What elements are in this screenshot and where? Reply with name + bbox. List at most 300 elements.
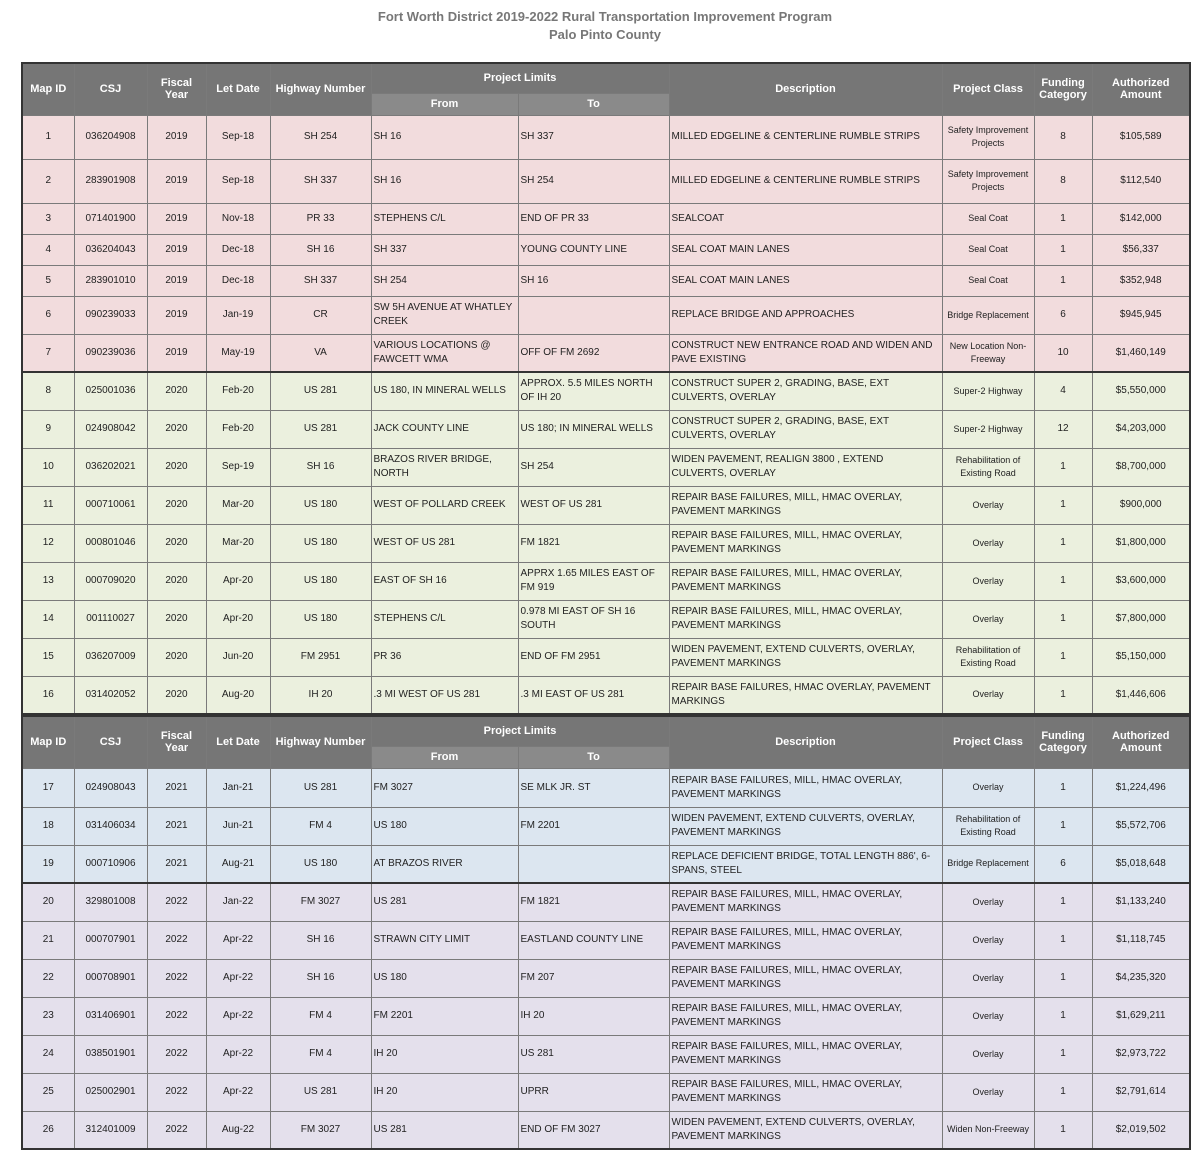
cell-fiscal-year: 2019 bbox=[147, 265, 206, 296]
cell-to: SH 254 bbox=[518, 448, 669, 486]
cell-highway-number: US 180 bbox=[270, 600, 371, 638]
cell-authorized-amount: $2,791,614 bbox=[1092, 1073, 1190, 1111]
cell-csj: 036202021 bbox=[74, 448, 147, 486]
cell-highway-number: US 180 bbox=[270, 845, 371, 883]
cell-highway-number: FM 2951 bbox=[270, 638, 371, 676]
cell-csj: 000708901 bbox=[74, 959, 147, 997]
cell-description: WIDEN PAVEMENT, EXTEND CULVERTS, OVERLAY, PAVEMENT MARKINGS bbox=[669, 638, 942, 676]
cell-from: US 281 bbox=[371, 883, 518, 921]
cell-fiscal-year: 2021 bbox=[147, 807, 206, 845]
cell-highway-number: SH 16 bbox=[270, 959, 371, 997]
cell-fiscal-year: 2022 bbox=[147, 1073, 206, 1111]
cell-funding-category: 1 bbox=[1034, 486, 1092, 524]
cell-highway-number: PR 33 bbox=[270, 203, 371, 234]
table-row bbox=[22, 845, 1190, 883]
cell-highway-number: US 180 bbox=[270, 486, 371, 524]
cell-funding-category: 6 bbox=[1034, 296, 1092, 334]
cell-fiscal-year: 2021 bbox=[147, 845, 206, 883]
cell-to: IH 20 bbox=[518, 997, 669, 1035]
cell-map-id: 10 bbox=[22, 448, 74, 486]
cell-highway-number: SH 337 bbox=[270, 159, 371, 203]
header-to: To bbox=[518, 746, 669, 768]
cell-let-date: Aug-22 bbox=[206, 1111, 270, 1149]
cell-let-date: Dec-18 bbox=[206, 265, 270, 296]
cell-csj: 036204043 bbox=[74, 234, 147, 265]
cell-project-class: Rehabilitation of Existing Road bbox=[942, 448, 1034, 486]
cell-from: .3 MI WEST OF US 281 bbox=[371, 676, 518, 714]
cell-csj: 090239033 bbox=[74, 296, 147, 334]
table-row bbox=[22, 959, 1190, 997]
cell-funding-category: 1 bbox=[1034, 768, 1092, 807]
cell-project-class: Overlay bbox=[942, 486, 1034, 524]
cell-funding-category: 1 bbox=[1034, 676, 1092, 714]
cell-authorized-amount: $5,550,000 bbox=[1092, 372, 1190, 410]
header-let-date: Let Date bbox=[206, 63, 270, 115]
table-row bbox=[22, 159, 1190, 203]
cell-project-class: Rehabilitation of Existing Road bbox=[942, 638, 1034, 676]
table-row bbox=[22, 115, 1190, 159]
header-highway-number: Highway Number bbox=[270, 716, 371, 768]
cell-map-id: 21 bbox=[22, 921, 74, 959]
header-let-date: Let Date bbox=[206, 716, 270, 768]
cell-fiscal-year: 2020 bbox=[147, 676, 206, 714]
cell-to: 0.978 MI EAST OF SH 16 SOUTH bbox=[518, 600, 669, 638]
cell-description: REPAIR BASE FAILURES, MILL, HMAC OVERLAY, PAVEMENT MARKINGS bbox=[669, 883, 942, 921]
cell-from: US 281 bbox=[371, 1111, 518, 1149]
cell-authorized-amount: $56,337 bbox=[1092, 234, 1190, 265]
cell-description: REPAIR BASE FAILURES, MILL, HMAC OVERLAY, PAVEMENT MARKINGS bbox=[669, 486, 942, 524]
cell-description: REPAIR BASE FAILURES, MILL, HMAC OVERLAY, PAVEMENT MARKINGS bbox=[669, 959, 942, 997]
cell-project-class: Safety Improvement Projects bbox=[942, 115, 1034, 159]
cell-fiscal-year: 2021 bbox=[147, 768, 206, 807]
cell-fiscal-year: 2022 bbox=[147, 997, 206, 1035]
cell-description: CONSTRUCT SUPER 2, GRADING, BASE, EXT CULVERTS, OVERLAY bbox=[669, 410, 942, 448]
cell-authorized-amount: $1,446,606 bbox=[1092, 676, 1190, 714]
cell-funding-category: 1 bbox=[1034, 203, 1092, 234]
cell-authorized-amount: $7,800,000 bbox=[1092, 600, 1190, 638]
cell-funding-category: 1 bbox=[1034, 600, 1092, 638]
header-authorized-amount: Authorized Amount bbox=[1092, 716, 1190, 768]
cell-from: US 180, IN MINERAL WELLS bbox=[371, 372, 518, 410]
cell-to: APPROX. 5.5 MILES NORTH OF IH 20 bbox=[518, 372, 669, 410]
cell-let-date: Aug-21 bbox=[206, 845, 270, 883]
cell-highway-number: US 180 bbox=[270, 524, 371, 562]
header-project-class: Project Class bbox=[942, 716, 1034, 768]
cell-from: SW 5H AVENUE AT WHATLEY CREEK bbox=[371, 296, 518, 334]
cell-highway-number: FM 4 bbox=[270, 1035, 371, 1073]
cell-funding-category: 1 bbox=[1034, 997, 1092, 1035]
cell-highway-number: FM 3027 bbox=[270, 883, 371, 921]
cell-let-date: Apr-22 bbox=[206, 959, 270, 997]
cell-authorized-amount: $2,973,722 bbox=[1092, 1035, 1190, 1073]
cell-from: FM 3027 bbox=[371, 768, 518, 807]
cell-description: REPAIR BASE FAILURES, MILL, HMAC OVERLAY, PAVEMENT MARKINGS bbox=[669, 768, 942, 807]
cell-project-class: Overlay bbox=[942, 1073, 1034, 1111]
cell-funding-category: 12 bbox=[1034, 410, 1092, 448]
cell-let-date: Jun-21 bbox=[206, 807, 270, 845]
cell-highway-number: FM 3027 bbox=[270, 1111, 371, 1149]
cell-csj: 283901908 bbox=[74, 159, 147, 203]
table-row bbox=[22, 372, 1190, 410]
table-row bbox=[22, 486, 1190, 524]
cell-highway-number: SH 16 bbox=[270, 234, 371, 265]
cell-description: REPAIR BASE FAILURES, MILL, HMAC OVERLAY, PAVEMENT MARKINGS bbox=[669, 997, 942, 1035]
cell-let-date: Apr-22 bbox=[206, 1035, 270, 1073]
cell-description: REPAIR BASE FAILURES, MILL, HMAC OVERLAY, PAVEMENT MARKINGS bbox=[669, 524, 942, 562]
cell-map-id: 25 bbox=[22, 1073, 74, 1111]
cell-authorized-amount: $5,572,706 bbox=[1092, 807, 1190, 845]
cell-from: STRAWN CITY LIMIT bbox=[371, 921, 518, 959]
cell-from: WEST OF POLLARD CREEK bbox=[371, 486, 518, 524]
cell-to: END OF PR 33 bbox=[518, 203, 669, 234]
cell-funding-category: 1 bbox=[1034, 883, 1092, 921]
cell-to: SH 16 bbox=[518, 265, 669, 296]
cell-map-id: 3 bbox=[22, 203, 74, 234]
cell-map-id: 5 bbox=[22, 265, 74, 296]
cell-let-date: Sep-18 bbox=[206, 115, 270, 159]
cell-from: SH 16 bbox=[371, 115, 518, 159]
table-row bbox=[22, 883, 1190, 921]
cell-from: VARIOUS LOCATIONS @ FAWCETT WMA bbox=[371, 334, 518, 372]
cell-let-date: Sep-19 bbox=[206, 448, 270, 486]
table-row bbox=[22, 265, 1190, 296]
cell-project-class: Overlay bbox=[942, 562, 1034, 600]
cell-let-date: Apr-22 bbox=[206, 997, 270, 1035]
cell-funding-category: 8 bbox=[1034, 159, 1092, 203]
cell-csj: 071401900 bbox=[74, 203, 147, 234]
table-row bbox=[22, 997, 1190, 1035]
cell-highway-number: US 180 bbox=[270, 562, 371, 600]
cell-fiscal-year: 2019 bbox=[147, 159, 206, 203]
cell-description: REPAIR BASE FAILURES, MILL, HMAC OVERLAY, PAVEMENT MARKINGS bbox=[669, 1073, 942, 1111]
header-description: Description bbox=[669, 716, 942, 768]
table-row bbox=[22, 1111, 1190, 1149]
cell-csj: 031402052 bbox=[74, 676, 147, 714]
cell-from: PR 36 bbox=[371, 638, 518, 676]
cell-map-id: 9 bbox=[22, 410, 74, 448]
cell-to: OFF OF FM 2692 bbox=[518, 334, 669, 372]
cell-project-class: Bridge Replacement bbox=[942, 296, 1034, 334]
cell-from: WEST OF US 281 bbox=[371, 524, 518, 562]
cell-from: SH 254 bbox=[371, 265, 518, 296]
cell-description: MILLED EDGELINE & CENTERLINE RUMBLE STRIPS bbox=[669, 159, 942, 203]
cell-funding-category: 1 bbox=[1034, 807, 1092, 845]
cell-let-date: Feb-20 bbox=[206, 410, 270, 448]
cell-map-id: 11 bbox=[22, 486, 74, 524]
cell-map-id: 19 bbox=[22, 845, 74, 883]
cell-highway-number: SH 16 bbox=[270, 921, 371, 959]
cell-let-date: Apr-22 bbox=[206, 921, 270, 959]
page-title: Fort Worth District 2019-2022 Rural Transportation Improvement Program bbox=[377, 9, 833, 24]
cell-authorized-amount: $352,948 bbox=[1092, 265, 1190, 296]
cell-from: STEPHENS C/L bbox=[371, 600, 518, 638]
cell-csj: 036207009 bbox=[74, 638, 147, 676]
cell-map-id: 6 bbox=[22, 296, 74, 334]
cell-highway-number: US 281 bbox=[270, 1073, 371, 1111]
cell-authorized-amount: $105,589 bbox=[1092, 115, 1190, 159]
cell-map-id: 13 bbox=[22, 562, 74, 600]
cell-highway-number: FM 4 bbox=[270, 997, 371, 1035]
cell-project-class: Overlay bbox=[942, 600, 1034, 638]
cell-from: US 180 bbox=[371, 807, 518, 845]
cell-authorized-amount: $4,235,320 bbox=[1092, 959, 1190, 997]
cell-map-id: 2 bbox=[22, 159, 74, 203]
cell-funding-category: 1 bbox=[1034, 1073, 1092, 1111]
cell-description: CONSTRUCT NEW ENTRANCE ROAD AND WIDEN AND PAVE EXISTING bbox=[669, 334, 942, 372]
cell-project-class: Overlay bbox=[942, 524, 1034, 562]
cell-csj: 025002901 bbox=[74, 1073, 147, 1111]
cell-let-date: Apr-20 bbox=[206, 600, 270, 638]
cell-to: US 180; IN MINERAL WELLS bbox=[518, 410, 669, 448]
cell-fiscal-year: 2019 bbox=[147, 115, 206, 159]
header-funding-category: Funding Category bbox=[1034, 716, 1092, 768]
cell-map-id: 8 bbox=[22, 372, 74, 410]
cell-csj: 025001036 bbox=[74, 372, 147, 410]
cell-let-date: Jan-19 bbox=[206, 296, 270, 334]
table-row bbox=[22, 921, 1190, 959]
cell-highway-number: SH 16 bbox=[270, 448, 371, 486]
cell-let-date: Mar-20 bbox=[206, 524, 270, 562]
table-body-1 bbox=[22, 115, 1190, 714]
cell-csj: 000709020 bbox=[74, 562, 147, 600]
cell-csj: 031406034 bbox=[74, 807, 147, 845]
cell-description: WIDEN PAVEMENT, EXTEND CULVERTS, OVERLAY, PAVEMENT MARKINGS bbox=[669, 807, 942, 845]
cell-fiscal-year: 2020 bbox=[147, 524, 206, 562]
cell-fiscal-year: 2020 bbox=[147, 562, 206, 600]
header-authorized-amount: Authorized Amount bbox=[1092, 63, 1190, 115]
cell-description: REPAIR BASE FAILURES, MILL, HMAC OVERLAY, PAVEMENT MARKINGS bbox=[669, 921, 942, 959]
header-csj: CSJ bbox=[74, 716, 147, 768]
cell-to: WEST OF US 281 bbox=[518, 486, 669, 524]
cell-to: FM 1821 bbox=[518, 883, 669, 921]
table-row bbox=[22, 638, 1190, 676]
table-row bbox=[22, 1073, 1190, 1111]
cell-description: REPAIR BASE FAILURES, HMAC OVERLAY, PAVEMENT MARKINGS bbox=[669, 676, 942, 714]
cell-csj: 000801046 bbox=[74, 524, 147, 562]
cell-highway-number: CR bbox=[270, 296, 371, 334]
cell-project-class: Overlay bbox=[942, 768, 1034, 807]
cell-to: END OF FM 3027 bbox=[518, 1111, 669, 1149]
cell-authorized-amount: $1,800,000 bbox=[1092, 524, 1190, 562]
cell-funding-category: 10 bbox=[1034, 334, 1092, 372]
cell-map-id: 20 bbox=[22, 883, 74, 921]
cell-to: FM 2201 bbox=[518, 807, 669, 845]
header-highway-number: Highway Number bbox=[270, 63, 371, 115]
cell-to: .3 MI EAST OF US 281 bbox=[518, 676, 669, 714]
cell-to: APPRX 1.65 MILES EAST OF FM 919 bbox=[518, 562, 669, 600]
cell-csj: 000710061 bbox=[74, 486, 147, 524]
cell-fiscal-year: 2020 bbox=[147, 448, 206, 486]
table-row bbox=[22, 600, 1190, 638]
cell-map-id: 7 bbox=[22, 334, 74, 372]
cell-to bbox=[518, 845, 669, 883]
cell-fiscal-year: 2020 bbox=[147, 486, 206, 524]
cell-authorized-amount: $1,118,745 bbox=[1092, 921, 1190, 959]
cell-csj: 000707901 bbox=[74, 921, 147, 959]
cell-map-id: 22 bbox=[22, 959, 74, 997]
cell-project-class: Bridge Replacement bbox=[942, 845, 1034, 883]
table-row bbox=[22, 1035, 1190, 1073]
cell-from: US 180 bbox=[371, 959, 518, 997]
cell-highway-number: FM 4 bbox=[270, 807, 371, 845]
cell-fiscal-year: 2019 bbox=[147, 334, 206, 372]
cell-project-class: Super-2 Highway bbox=[942, 410, 1034, 448]
table-body-2 bbox=[22, 768, 1190, 1149]
cell-fiscal-year: 2022 bbox=[147, 1111, 206, 1149]
table-row bbox=[22, 234, 1190, 265]
cell-funding-category: 1 bbox=[1034, 638, 1092, 676]
cell-funding-category: 8 bbox=[1034, 115, 1092, 159]
cell-to bbox=[518, 296, 669, 334]
table-row bbox=[22, 410, 1190, 448]
cell-to: SE MLK JR. ST bbox=[518, 768, 669, 807]
cell-csj: 000710906 bbox=[74, 845, 147, 883]
projects-table-2021-2022 bbox=[21, 715, 1191, 1150]
header-funding-category: Funding Category bbox=[1034, 63, 1092, 115]
cell-description: REPAIR BASE FAILURES, MILL, HMAC OVERLAY, PAVEMENT MARKINGS bbox=[669, 1035, 942, 1073]
cell-from: JACK COUNTY LINE bbox=[371, 410, 518, 448]
cell-highway-number: VA bbox=[270, 334, 371, 372]
cell-project-class: Overlay bbox=[942, 997, 1034, 1035]
cell-csj: 329801008 bbox=[74, 883, 147, 921]
cell-project-class: Seal Coat bbox=[942, 203, 1034, 234]
cell-project-class: Super-2 Highway bbox=[942, 372, 1034, 410]
cell-csj: 024908042 bbox=[74, 410, 147, 448]
table-row bbox=[22, 562, 1190, 600]
cell-from: IH 20 bbox=[371, 1035, 518, 1073]
cell-fiscal-year: 2022 bbox=[147, 921, 206, 959]
cell-fiscal-year: 2019 bbox=[147, 203, 206, 234]
cell-authorized-amount: $1,224,496 bbox=[1092, 768, 1190, 807]
title-block bbox=[0, 8, 1200, 44]
cell-let-date: Dec-18 bbox=[206, 234, 270, 265]
cell-funding-category: 6 bbox=[1034, 845, 1092, 883]
cell-authorized-amount: $900,000 bbox=[1092, 486, 1190, 524]
cell-map-id: 26 bbox=[22, 1111, 74, 1149]
table-row bbox=[22, 448, 1190, 486]
cell-to: FM 207 bbox=[518, 959, 669, 997]
cell-authorized-amount: $8,700,000 bbox=[1092, 448, 1190, 486]
cell-map-id: 1 bbox=[22, 115, 74, 159]
table-row bbox=[22, 768, 1190, 807]
cell-fiscal-year: 2020 bbox=[147, 372, 206, 410]
cell-csj: 283901010 bbox=[74, 265, 147, 296]
cell-from: FM 2201 bbox=[371, 997, 518, 1035]
cell-to: EASTLAND COUNTY LINE bbox=[518, 921, 669, 959]
cell-csj: 312401009 bbox=[74, 1111, 147, 1149]
cell-authorized-amount: $1,629,211 bbox=[1092, 997, 1190, 1035]
cell-project-class: Seal Coat bbox=[942, 265, 1034, 296]
header-csj: CSJ bbox=[74, 63, 147, 115]
header-map-id: Map ID bbox=[22, 63, 74, 115]
header-project-limits: Project Limits bbox=[371, 63, 669, 93]
cell-csj: 024908043 bbox=[74, 768, 147, 807]
projects-table-2019-2020 bbox=[21, 62, 1191, 715]
cell-let-date: May-19 bbox=[206, 334, 270, 372]
cell-from: AT BRAZOS RIVER bbox=[371, 845, 518, 883]
cell-let-date: Feb-20 bbox=[206, 372, 270, 410]
cell-highway-number: US 281 bbox=[270, 372, 371, 410]
cell-description: SEAL COAT MAIN LANES bbox=[669, 234, 942, 265]
cell-fiscal-year: 2022 bbox=[147, 959, 206, 997]
cell-fiscal-year: 2020 bbox=[147, 638, 206, 676]
cell-project-class: Safety Improvement Projects bbox=[942, 159, 1034, 203]
cell-highway-number: SH 254 bbox=[270, 115, 371, 159]
cell-from: SH 16 bbox=[371, 159, 518, 203]
cell-funding-category: 1 bbox=[1034, 234, 1092, 265]
cell-map-id: 16 bbox=[22, 676, 74, 714]
cell-funding-category: 1 bbox=[1034, 448, 1092, 486]
cell-description: SEALCOAT bbox=[669, 203, 942, 234]
cell-fiscal-year: 2020 bbox=[147, 410, 206, 448]
cell-description: WIDEN PAVEMENT, REALIGN 3800 , EXTEND CULVERTS, OVERLAY bbox=[669, 448, 942, 486]
page-subtitle: Palo Pinto County bbox=[549, 27, 661, 42]
cell-from: SH 337 bbox=[371, 234, 518, 265]
cell-let-date: Apr-22 bbox=[206, 1073, 270, 1111]
cell-project-class: Overlay bbox=[942, 676, 1034, 714]
cell-description: REPLACE DEFICIENT BRIDGE, TOTAL LENGTH 886', 6-SPANS, STEEL bbox=[669, 845, 942, 883]
cell-description: MILLED EDGELINE & CENTERLINE RUMBLE STRIPS bbox=[669, 115, 942, 159]
cell-description: REPAIR BASE FAILURES, MILL, HMAC OVERLAY, PAVEMENT MARKINGS bbox=[669, 562, 942, 600]
cell-funding-category: 1 bbox=[1034, 562, 1092, 600]
cell-from: IH 20 bbox=[371, 1073, 518, 1111]
cell-csj: 001110027 bbox=[74, 600, 147, 638]
cell-authorized-amount: $945,945 bbox=[1092, 296, 1190, 334]
cell-project-class: Overlay bbox=[942, 1035, 1034, 1073]
cell-map-id: 17 bbox=[22, 768, 74, 807]
cell-let-date: Nov-18 bbox=[206, 203, 270, 234]
cell-let-date: Mar-20 bbox=[206, 486, 270, 524]
cell-map-id: 23 bbox=[22, 997, 74, 1035]
cell-from: BRAZOS RIVER BRIDGE, NORTH bbox=[371, 448, 518, 486]
cell-csj: 036204908 bbox=[74, 115, 147, 159]
cell-fiscal-year: 2022 bbox=[147, 1035, 206, 1073]
cell-funding-category: 4 bbox=[1034, 372, 1092, 410]
cell-authorized-amount: $5,018,648 bbox=[1092, 845, 1190, 883]
cell-map-id: 14 bbox=[22, 600, 74, 638]
cell-project-class: Widen Non-Freeway bbox=[942, 1111, 1034, 1149]
cell-project-class: Overlay bbox=[942, 883, 1034, 921]
cell-map-id: 18 bbox=[22, 807, 74, 845]
cell-description: WIDEN PAVEMENT, EXTEND CULVERTS, OVERLAY, PAVEMENT MARKINGS bbox=[669, 1111, 942, 1149]
cell-to: UPRR bbox=[518, 1073, 669, 1111]
cell-fiscal-year: 2019 bbox=[147, 234, 206, 265]
cell-funding-category: 1 bbox=[1034, 524, 1092, 562]
cell-highway-number: IH 20 bbox=[270, 676, 371, 714]
cell-description: CONSTRUCT SUPER 2, GRADING, BASE, EXT CULVERTS, OVERLAY bbox=[669, 372, 942, 410]
cell-let-date: Jan-21 bbox=[206, 768, 270, 807]
table-row bbox=[22, 807, 1190, 845]
cell-authorized-amount: $4,203,000 bbox=[1092, 410, 1190, 448]
cell-to: SH 337 bbox=[518, 115, 669, 159]
table-row bbox=[22, 296, 1190, 334]
cell-csj: 031406901 bbox=[74, 997, 147, 1035]
cell-let-date: Apr-20 bbox=[206, 562, 270, 600]
table-row bbox=[22, 524, 1190, 562]
cell-to: END OF FM 2951 bbox=[518, 638, 669, 676]
cell-to: FM 1821 bbox=[518, 524, 669, 562]
cell-to: SH 254 bbox=[518, 159, 669, 203]
cell-from: EAST OF SH 16 bbox=[371, 562, 518, 600]
cell-project-class: New Location Non-Freeway bbox=[942, 334, 1034, 372]
cell-authorized-amount: $1,133,240 bbox=[1092, 883, 1190, 921]
cell-let-date: Jan-22 bbox=[206, 883, 270, 921]
cell-funding-category: 1 bbox=[1034, 921, 1092, 959]
cell-to: YOUNG COUNTY LINE bbox=[518, 234, 669, 265]
header-fiscal-year: Fiscal Year bbox=[147, 716, 206, 768]
cell-authorized-amount: $142,000 bbox=[1092, 203, 1190, 234]
cell-from: STEPHENS C/L bbox=[371, 203, 518, 234]
